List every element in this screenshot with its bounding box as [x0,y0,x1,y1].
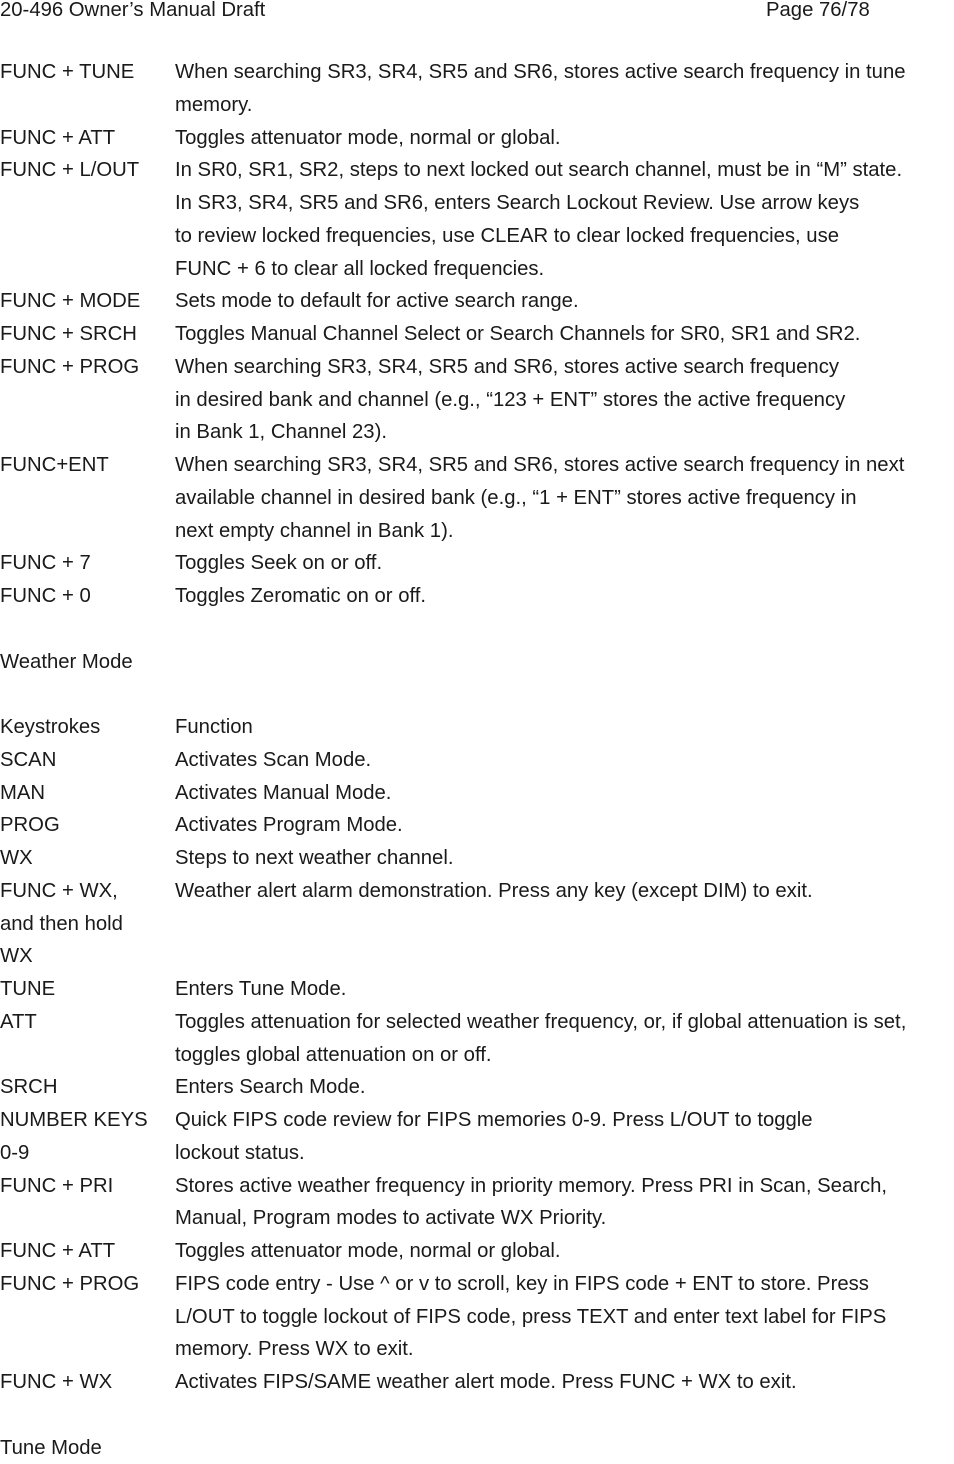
keystroke-label: and then hold [0,908,123,941]
function-description: in Bank 1, Channel 23). [175,416,387,449]
keystroke-row [0,285,954,318]
function-description: in desired bank and channel (e.g., “123 + ENT” stores the active frequency [175,384,845,417]
keystroke-row [0,1104,954,1170]
keystroke-row [0,1235,954,1268]
function-description: to review locked frequencies, use CLEAR to clear locked frequencies, use [175,220,839,253]
function-description: When searching SR3, SR4, SR5 and SR6, stores active search frequency in tune [175,56,906,89]
row-line [0,547,954,580]
function-description: In SR0, SR1, SR2, steps to next locked out search channel, must be in “M” state. [175,154,902,187]
row-line [0,482,954,515]
function-description: memory. Press WX to exit. [175,1333,414,1366]
weather-keystroke-table [0,744,954,1399]
keystroke-row [0,1366,954,1399]
function-description: Enters Search Mode. [175,1071,366,1104]
function-description: Toggles Zeromatic on or off. [175,580,426,613]
keystroke-row [0,56,954,122]
row-line [0,777,954,810]
function-description: Activates Scan Mode. [175,744,371,777]
keystroke-label: FUNC + 7 [0,547,91,580]
row-line [0,973,954,1006]
spacer [0,613,954,646]
function-description: Steps to next weather channel. [175,842,453,875]
keystroke-label: NUMBER KEYS [0,1104,148,1137]
function-description: Activates FIPS/SAME weather alert mode. Press FUNC + WX to exit. [175,1366,797,1399]
function-description: Activates Program Mode. [175,809,403,842]
keystroke-label: FUNC + 0 [0,580,91,613]
document-title: 20-496 Owner’s Manual Draft [0,0,265,22]
row-line [0,1366,954,1399]
keystroke-row [0,580,954,613]
keystroke-label: WX [0,842,33,875]
function-description: Quick FIPS code review for FIPS memories 0-9. Press L/OUT to toggle [175,1104,813,1137]
keystroke-label: FUNC + MODE [0,285,140,318]
keystroke-label: FUNC + WX, [0,875,118,908]
keystroke-label: ATT [0,1006,37,1039]
keystroke-label: 0-9 [0,1137,29,1170]
weather-table-header [0,711,954,744]
column-header-function: Function [175,711,253,744]
row-line [0,580,954,613]
row-line [0,1333,954,1366]
function-description: Stores active weather frequency in priority memory. Press PRI in Scan, Search, [175,1170,887,1203]
function-description: When searching SR3, SR4, SR5 and SR6, stores active search frequency [175,351,839,384]
column-header-keystrokes: Keystrokes [0,711,100,744]
row-line [0,1170,954,1203]
function-description: FUNC + 6 to clear all locked frequencies. [175,253,544,286]
keystroke-row [0,449,954,547]
keystroke-row [0,547,954,580]
keystroke-row [0,1006,954,1072]
page-number: Page 76/78 [766,0,870,22]
function-description: memory. [175,89,252,122]
function-description: lockout status. [175,1137,305,1170]
row-line [0,285,954,318]
keystroke-label: FUNC + PRI [0,1170,113,1203]
function-description: Enters Tune Mode. [175,973,346,1006]
row-line [0,253,954,286]
keystroke-row [0,1170,954,1236]
row-line [0,809,954,842]
keystroke-label: FUNC + ATT [0,1235,115,1268]
row-line [0,384,954,417]
row-line [0,1301,954,1334]
function-description: In SR3, SR4, SR5 and SR6, enters Search Lockout Review. Use arrow keys [175,187,859,220]
row-line [0,416,954,449]
keystroke-row [0,122,954,155]
search-keystroke-table [0,56,954,613]
keystroke-label: FUNC + WX [0,1366,112,1399]
row-line [0,351,954,384]
keystroke-row [0,1071,954,1104]
keystroke-row [0,154,954,285]
keystroke-label: PROG [0,809,60,842]
row-line [0,56,954,89]
keystroke-label: FUNC + L/OUT [0,154,139,187]
keystroke-label: FUNC + SRCH [0,318,137,351]
keystroke-label: FUNC + PROG [0,1268,139,1301]
keystroke-row [0,318,954,351]
keystroke-label: FUNC+ENT [0,449,109,482]
function-description: Activates Manual Mode. [175,777,391,810]
keystroke-row [0,351,954,449]
function-description: L/OUT to toggle lockout of FIPS code, press TEXT and enter text label for FIPS [175,1301,886,1334]
row-line [0,744,954,777]
function-description: Toggles Manual Channel Select or Search Channels for SR0, SR1 and SR2. [175,318,860,351]
row-line [0,122,954,155]
row-line [0,842,954,875]
keystroke-row [0,777,954,810]
keystroke-label: FUNC + PROG [0,351,139,384]
function-description: Toggles attenuator mode, normal or global. [175,122,561,155]
weather-mode-heading: Weather Mode [0,646,954,679]
function-description: Weather alert alarm demonstration. Press any key (except DIM) to exit. [175,875,813,908]
keystroke-label: SRCH [0,1071,57,1104]
function-description: Toggles attenuation for selected weather frequency, or, if global attenuation is set, [175,1006,906,1039]
keystroke-label: SCAN [0,744,56,777]
keystroke-label: FUNC + TUNE [0,56,134,89]
keystroke-label: TUNE [0,973,55,1006]
function-description: available channel in desired bank (e.g., “1 + ENT” stores active frequency in [175,482,856,515]
function-description: Toggles attenuator mode, normal or global. [175,1235,561,1268]
keystroke-row [0,809,954,842]
row-line [0,1071,954,1104]
keystroke-label: MAN [0,777,45,810]
function-description: Toggles Seek on or off. [175,547,382,580]
row-line [0,1006,954,1039]
row-line [0,1202,954,1235]
keystroke-row [0,973,954,1006]
row-line [0,187,954,220]
function-description: When searching SR3, SR4, SR5 and SR6, stores active search frequency in next [175,449,904,482]
tune-mode-heading: Tune Mode [0,1432,954,1464]
row-line [0,908,954,941]
row-line [0,1137,954,1170]
keystroke-label: FUNC + ATT [0,122,115,155]
function-description: Sets mode to default for active search range. [175,285,579,318]
row-line [0,318,954,351]
keystroke-row [0,744,954,777]
function-description: FIPS code entry - Use ^ or v to scroll, key in FIPS code + ENT to store. Press [175,1268,869,1301]
function-description: next empty channel in Bank 1). [175,515,453,548]
keystroke-row [0,875,954,973]
function-description: Manual, Program modes to activate WX Priority. [175,1202,606,1235]
manual-content [0,56,954,1464]
row-line [0,220,954,253]
row-line [0,1039,954,1072]
row-line [0,89,954,122]
function-description: toggles global attenuation on or off. [175,1039,491,1072]
keystroke-row [0,1268,954,1366]
row-line [0,1268,954,1301]
row-line [0,940,954,973]
row-line [0,449,954,482]
row-line [0,1235,954,1268]
spacer [0,678,954,711]
page-header [0,0,954,26]
row-line [0,875,954,908]
row-line [0,515,954,548]
keystroke-label: WX [0,940,33,973]
row-line [0,154,954,187]
row-line [0,1104,954,1137]
keystroke-row [0,842,954,875]
spacer [0,1399,954,1432]
